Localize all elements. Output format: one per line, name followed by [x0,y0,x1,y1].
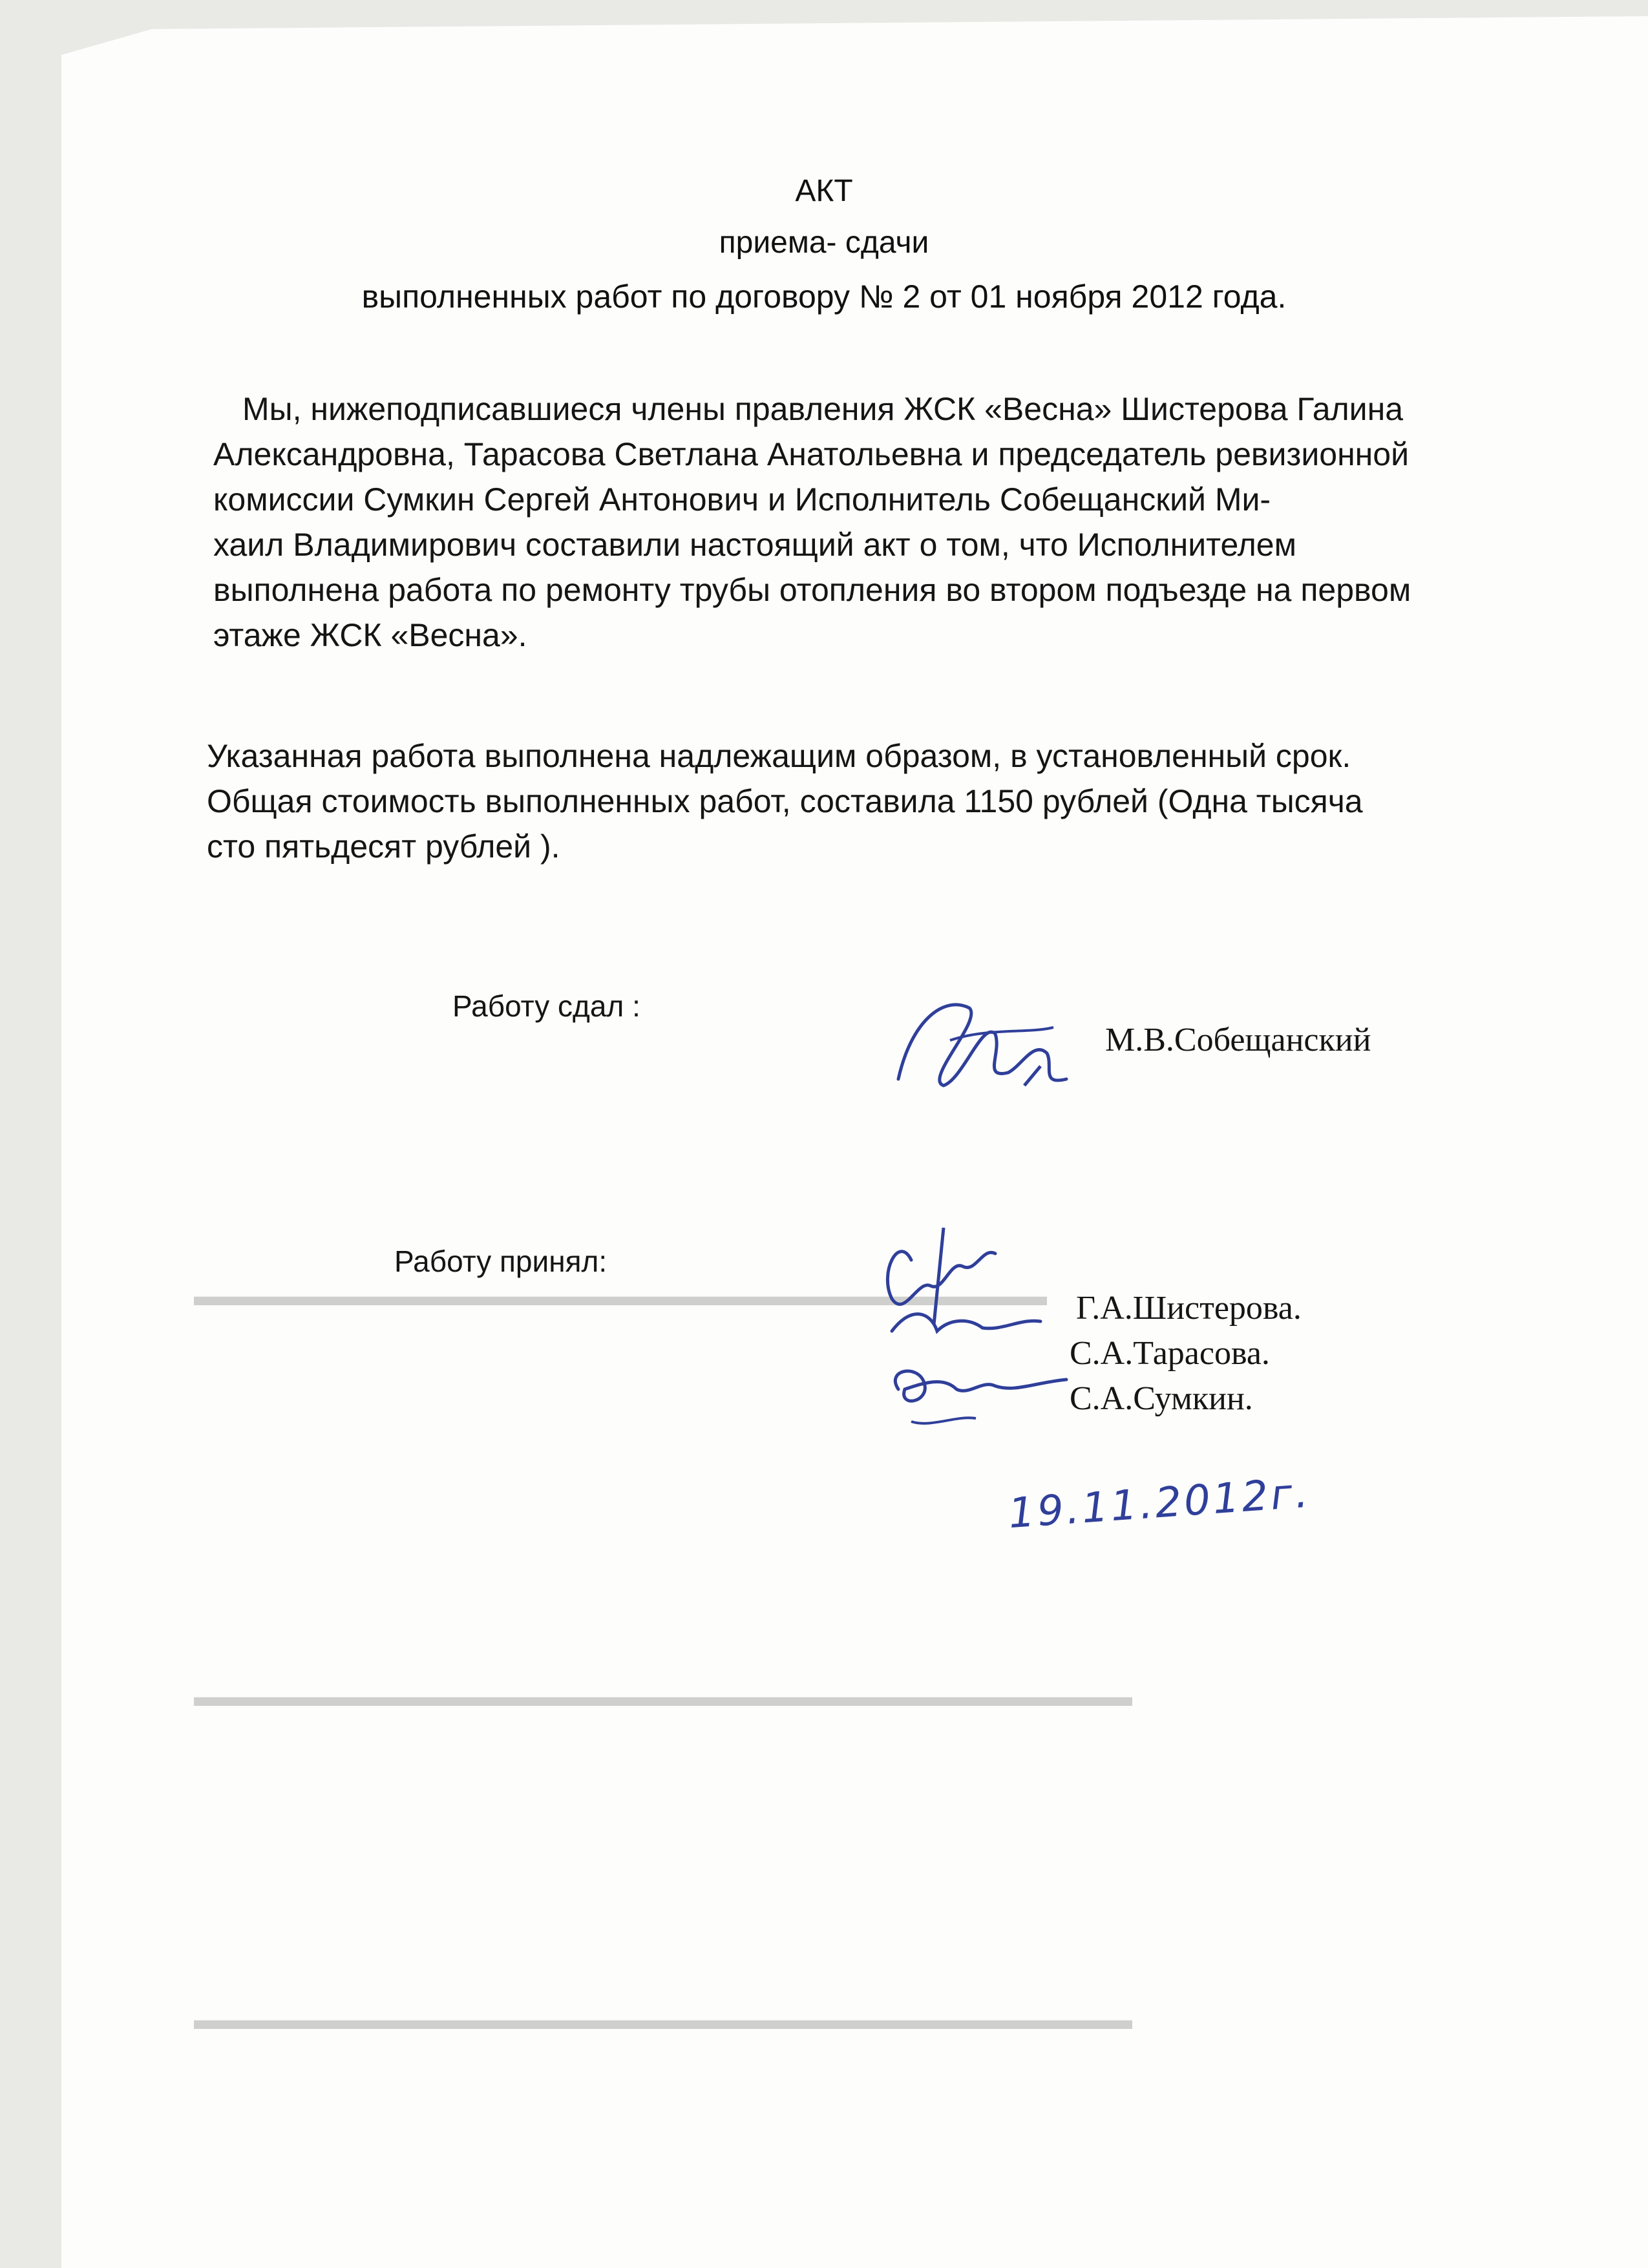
paragraph-line: Общая стоимость выполненных работ, составила 1150 рублей (Одна тысяча [207,783,1363,819]
paragraph-line: сто пятьдесят рублей ). [207,828,560,865]
document-title: АКТ [795,174,853,208]
contractor-signature [885,982,1079,1111]
paragraph-line: Указанная работа выполнена надлежащим образом, в установленный срок. [207,738,1351,774]
paper-sheet [61,16,1648,2268]
bleed-through-text: ▬▬▬▬▬▬▬▬▬▬▬▬▬▬▬▬▬▬▬▬▬▬▬▬▬▬▬▬▬▬▬▬▬ [194,2004,1132,2035]
paragraph-line: этаже ЖСК «Весна». [213,617,527,653]
members-signatures [872,1221,1086,1454]
document-subtitle: приема- сдачи [719,226,929,260]
handwritten-date: 19.11.2012г. [1006,1469,1313,1538]
bleed-through-text: ▬▬▬▬▬▬▬▬▬▬▬▬▬▬▬▬▬▬▬▬▬▬▬▬▬▬▬▬▬▬ [194,1280,1047,1312]
handed-over-label: Работу сдал : [452,989,640,1023]
paragraph-line: Александровна, Тарасова Светлана Анатольевна и председатель ревизионной [213,436,1410,472]
paragraph-line: комиссии Сумкин Сергей Антонович и Исполнитель Собещанский Ми- [213,481,1271,518]
contractor-name: М.В.Собещанский [1105,1022,1371,1058]
paragraph-line: хаил Владимирович составили настоящий акт о том, что Исполнителем [213,527,1296,563]
paragraph-line: Мы, нижеподписавшиеся члены правления ЖСК «Весна» Шистерова Галина [242,391,1404,427]
document-contract-line: выполненных работ по договору № 2 от 01 ноября 2012 года. [361,278,1287,315]
paragraph-line: выполнена работа по ремонту трубы отопления во втором подъезде на первом [213,572,1411,608]
member-name-tarasova: С.А.Тарасова. [1070,1335,1270,1372]
bleed-through-text: ▬▬▬▬▬▬▬▬▬▬▬▬▬▬▬▬▬▬▬▬▬▬▬▬▬▬▬▬▬▬▬▬▬ [194,1681,1132,1712]
member-name-shisterova: Г.А.Шистерова. [1076,1290,1302,1327]
accepted-label: Работу принял: [394,1244,607,1278]
member-name-sumkin: С.А.Сумкин. [1070,1380,1253,1417]
